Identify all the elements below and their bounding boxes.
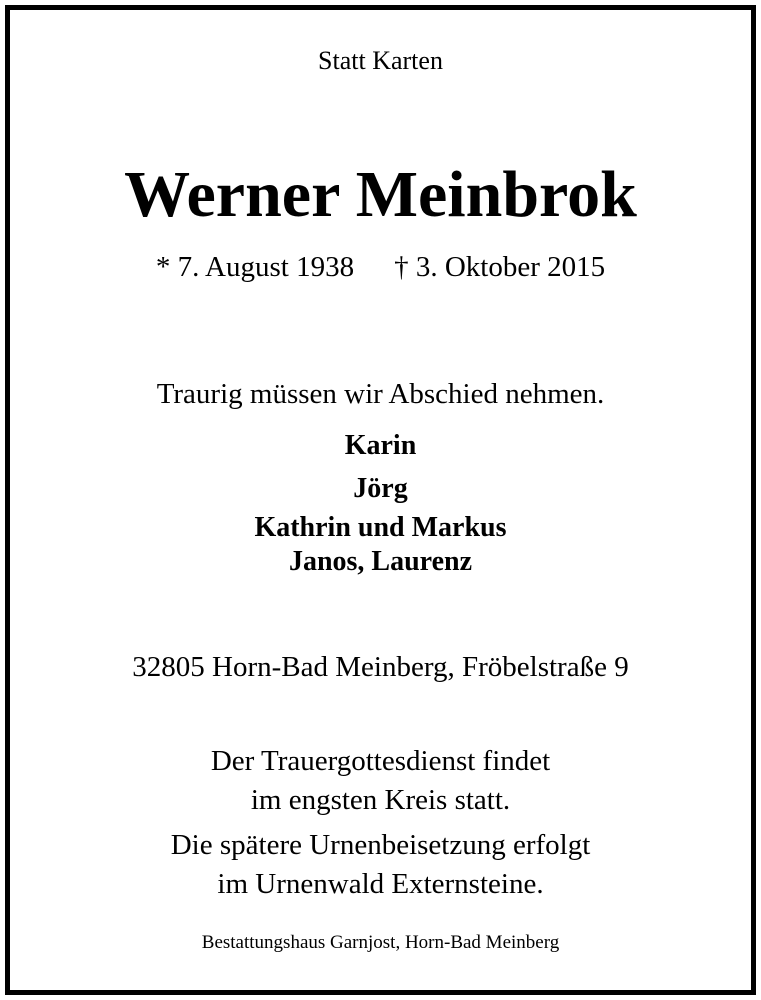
life-dates: [0, 253, 761, 282]
family-address: 32805 Horn-Bad Meinberg, Fröbelstraße 9: [132, 651, 629, 683]
service-line: im Urnenwald Externsteine.: [217, 868, 544, 900]
mourning-text: Traurig müssen wir Abschied nehmen.: [156, 378, 605, 410]
deceased-name: Werner Meinbrok: [124, 158, 637, 231]
service-line: Die spätere Urnenbeisetzung erfolgt: [170, 829, 591, 861]
death-date: † 3. Oktober 2015: [394, 251, 606, 283]
funeral-home: Bestattungshaus Garnjost, Horn-Bad Meinberg: [201, 932, 560, 953]
notice-header: Statt Karten: [318, 46, 443, 75]
family-member: Janos, Laurenz: [288, 546, 473, 577]
birth-date: * 7. August 1938: [155, 251, 355, 283]
service-line: im engsten Kreis statt.: [250, 784, 511, 816]
family-member: Karin: [344, 430, 417, 461]
family-member: Jörg: [353, 473, 408, 504]
family-member: Kathrin und Markus: [254, 512, 507, 543]
service-line: Der Trauergottesdienst findet: [210, 745, 551, 777]
